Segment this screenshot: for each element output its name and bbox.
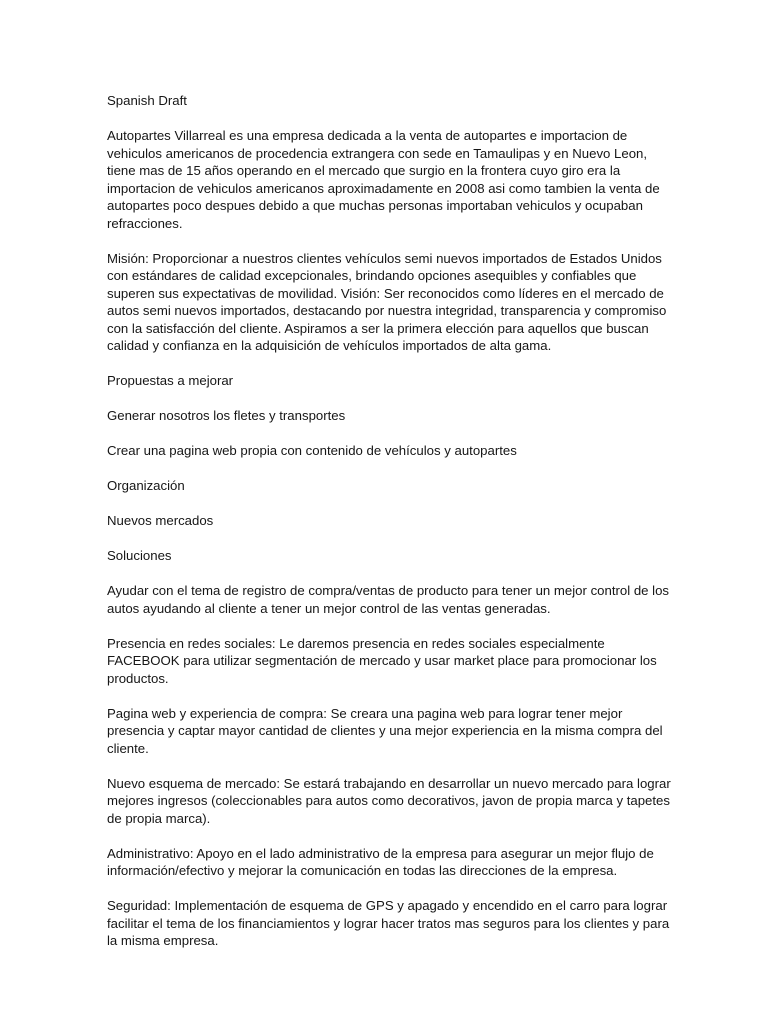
solution-item: Pagina web y experiencia de compra: Se creara una pagina web para lograr tener mejor presencia y captar mayor cantidad de clientes y una mejor experiencia en la misma compra del cliente. bbox=[107, 705, 663, 756]
proposal-item: Generar nosotros los fletes y transportes bbox=[107, 408, 346, 423]
solution-item: Presencia en redes sociales: Le daremos presencia en redes sociales especialmente FACEBOOK para utilizar segmentación de mercado y usar market place para promocionar los productos. bbox=[107, 635, 657, 686]
proposal-item: Nuevos mercados bbox=[107, 513, 214, 528]
paragraph-mission-vision: Misión: Proporcionar a nuestros clientes vehículos semi nuevos importados de Estados Unidos con estándares de calidad excepcionales, brindando opciones asequibles y confiables que superen sus expectativas de movilidad. Visión: Ser reconocidos como líderes en el mercado de autos semi nuevos importados, destacando por nuestra integridad, transparencia y compromiso con la satisfacción del cliente. Aspiramos a ser la primera elección para aquellos que buscan calidad y confianza en la adquisición de vehículos importados de alta gama. bbox=[107, 250, 667, 353]
proposal-item: Crear una pagina web propia con contenido de vehículos y autopartes bbox=[107, 443, 517, 458]
solution-item: Nuevo esquema de mercado: Se estará trabajando en desarrollar un nuevo mercado para lograr mejores ingresos (coleccionables para autos como decorativos, javon de propia marca y tapetes de propia marca). bbox=[107, 775, 671, 826]
solution-item: Ayudar con el tema de registro de compra/ventas de producto para tener un mejor control de los autos ayudando al cliente a tener un mejor control de las ventas generadas. bbox=[107, 583, 670, 616]
proposal-item: Organización bbox=[107, 478, 185, 493]
heading-solutions: Soluciones bbox=[107, 548, 172, 563]
paragraph-company-intro: Autopartes Villarreal es una empresa dedicada a la venta de autopartes e importacion de vehiculos americanos de procedencia extrangera con sede en Tamaulipas y en Nuevo Leon, tiene mas de 15 años operando en el mercado que surgio en la frontera cuyo giro era la importacion de vehiculos americanos aproximadamente en 2008 asi como tambien la venta de autopartes poco despues debido a que muchas personas importaban vehiculos y ocupaban refracciones. bbox=[107, 128, 660, 231]
heading-proposals: Propuestas a mejorar bbox=[107, 373, 234, 388]
solution-item: Administrativo: Apoyo en el lado administrativo de la empresa para asegurar un mejor flujo de información/efectivo y mejorar la comunicación en todas las direcciones de la empresa. bbox=[107, 845, 654, 878]
document-title: Spanish Draft bbox=[107, 93, 187, 108]
solution-item: Seguridad: Implementación de esquema de GPS y apagado y encendido en el carro para lograr facilitar el tema de los financiamientos y lograr hacer tratos mas seguros para los clientes y para la misma empresa. bbox=[107, 898, 670, 948]
